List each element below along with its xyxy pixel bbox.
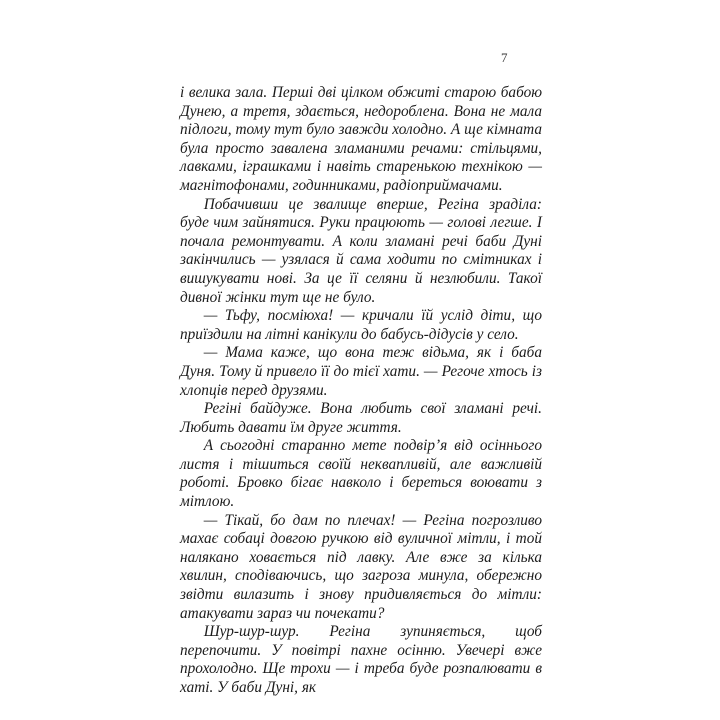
paragraph: Шур-шур-шур. Регіна зупиняється, щоб перепочити. У повітрі пахне осінню. Увечері вже прохолодно. Ще трохи — і треба буде розпалювати в хаті. У баби Дуні, як: [180, 623, 542, 696]
paragraph: і велика зала. Перші дві цілком обжиті старою бабою Дунею, а третя, здається, недороблена. Вона не мала підлоги, тому тут було завжди холодно. А ще кімната була просто завалена зламаними речами: стільцями, лавками, іграшками і навіть старенькою технікою — магнітофонами, годинниками, радіоприймачами.: [180, 84, 542, 194]
paragraph: — Тьфу, посміюха! — кричали їй услід діти, що приїздили на літні канікули до бабусь-дідусів у село.: [180, 307, 542, 343]
page-text: [180, 84, 542, 698]
paragraph: Регіні байдуже. Вона любить свої зламані речі. Любить давати їм друге життя.: [180, 400, 542, 436]
page-number: 7: [501, 50, 508, 65]
paragraph: А сьогодні старанно мете подвір’я від осіннього листя і тішиться своїй неквапливій, але важливій роботі. Бровко бігає навколо і береться воювати з мітлою.: [180, 437, 542, 511]
paragraph: Побачивши це звалище вперше, Регіна зраділа: буде чим зайнятися. Руки працюють — голові легше. І почала ремонтувати. А коли зламані речі баби Дуні закінчились — узялася й сама ходити по смітниках і вишукувати нові. За це її селяни й незлюбили. Такої дивної жінки тут ще не було.: [180, 195, 542, 306]
paragraph: — Тікай, бо дам по плечах! — Регіна погрозливо махає собаці довгою ручкою від вуличної мітли, і той налякано ховається під лавку. Але вже за кілька хвилин, сподіваючись, що загроза минула, обережно звідти вилазить і знову придивляється до мітли: атакувати зараз чи почекати?: [180, 511, 542, 622]
paragraph: — Мама каже, що вона теж відьма, як і баба Дуня. Тому й привело її до тієї хати. — Регоче хтось із хлопців перед друзями.: [180, 344, 542, 399]
